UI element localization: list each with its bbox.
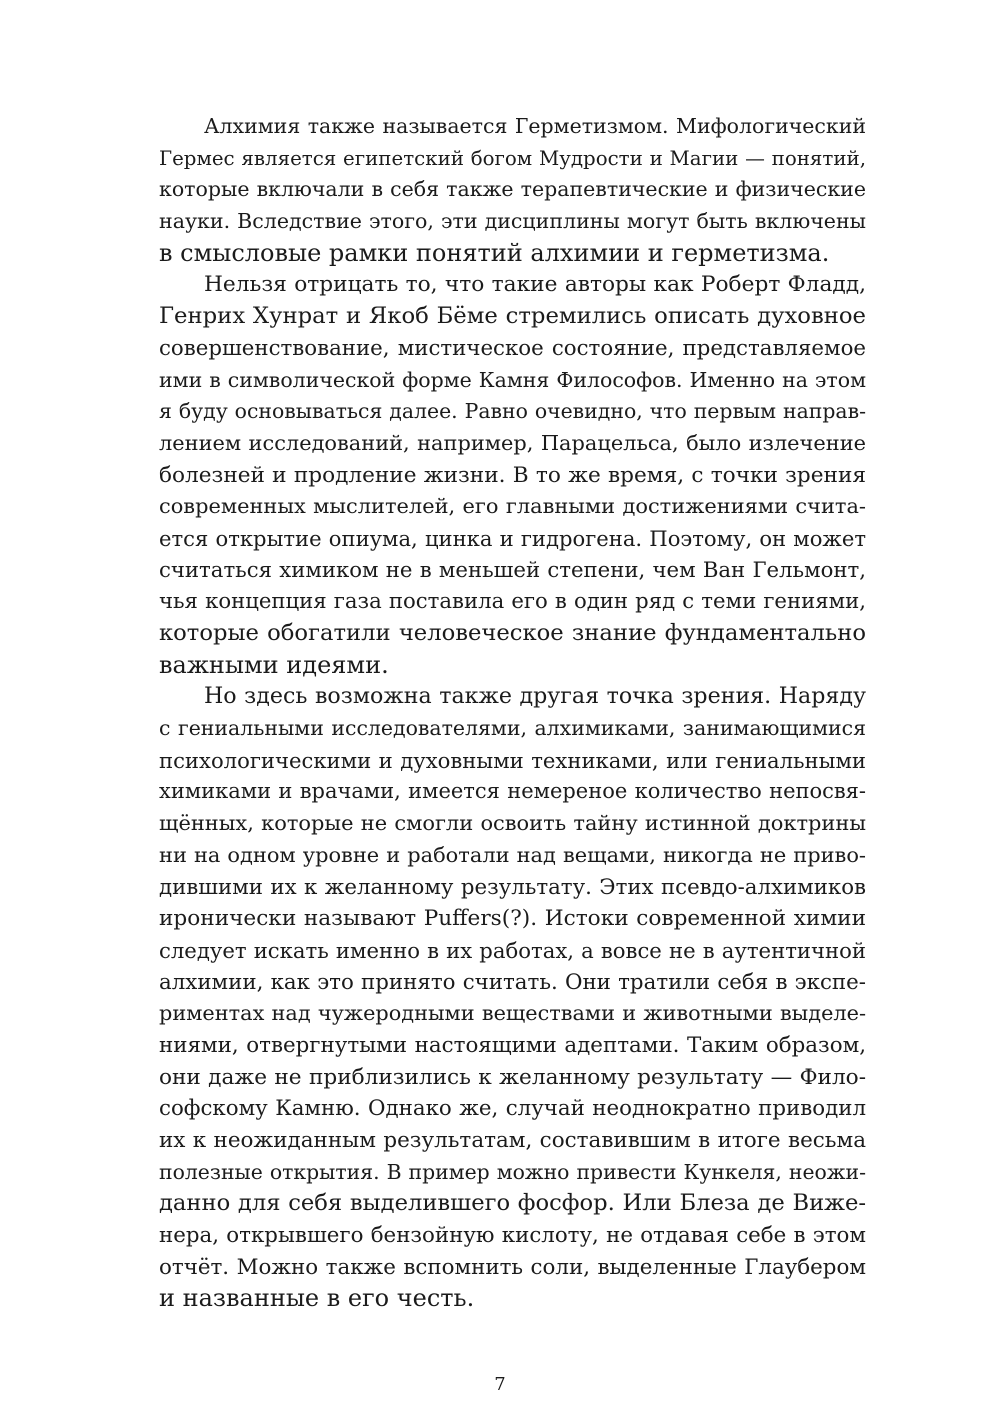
text-line: ими в символической форме Камня Философов. Именно на этом — [159, 367, 866, 392]
text-line: нера, открывшего бензойную кислоту, не отдавая себе в этом — [159, 1223, 866, 1249]
text-line: химиками и врачами, имеется немереное количество непосвя- — [159, 779, 866, 804]
text-line: я буду основываться далее. Равно очевидно, что первым направ- — [159, 399, 866, 424]
page-number: 7 — [494, 1374, 506, 1395]
text-line: современных мыслителей, его главными достижениями счита- — [159, 494, 866, 519]
text-line: болезней и продление жизни. В то же время, с точки зрения — [159, 462, 866, 488]
text-line: науки. Вследствие этого, эти дисциплины могут быть включены — [159, 209, 866, 234]
text-line: дившими их к желанному результату. Этих псевдо-алхимиков — [159, 874, 866, 900]
text-line: в смысловые рамки понятий алхимии и герметизма. — [159, 238, 830, 267]
text-line: чья концепция газа поставила его в один ряд с теми гениями, — [159, 589, 866, 615]
text-line: которые обогатили человеческое знание фундаментально — [159, 620, 866, 646]
text-line: считаться химиком не в меньшей степени, чем Ван Гельмонт, — [159, 557, 866, 583]
text-line: иронически называют Puffers(?). Истоки современной химии — [159, 906, 866, 932]
body-text — [159, 111, 866, 1315]
text-line: психологическими и духовными техниками, или гениальными — [159, 747, 866, 773]
text-line: ниями, отвергнутыми настоящими адептами. Таким образом, — [159, 1032, 866, 1058]
text-line: Но здесь возможна также другая точка зрения. Наряду — [204, 683, 866, 710]
text-line: Гермес является египетский богом Мудрости и Магии — понятий, — [159, 146, 866, 170]
text-line: совершенствование, мистическое состояние, представляемое — [159, 335, 866, 361]
text-line: риментах над чужеродными веществами и животными выделе- — [159, 1001, 866, 1026]
text-line: следует искать именно в их работах, а вовсе не в аутентичной — [159, 937, 866, 963]
text-line: щённых, которые не смогли освоить тайну истинной доктрины — [159, 811, 866, 836]
text-line: важными идеями. — [159, 650, 389, 679]
text-line: алхимии, как это принято считать. Они тратили себя в экспе- — [159, 969, 866, 995]
text-line: полезные открытия. В пример можно привести Кункеля, неожи- — [159, 1159, 866, 1184]
text-line: ется открытие опиума, цинка и гидрогена. Поэтому, он может — [159, 525, 866, 551]
text-line: которые включали в себя также терапевтические и физические — [159, 177, 866, 202]
text-line: Генрих Хунрат и Якоб Бёме стремились описать духовное — [159, 303, 866, 330]
text-line: с гениальными исследователями, алхимиками, занимающимися — [159, 716, 866, 741]
text-line: ни на одном уровне и работали над вещами, никогда не приво- — [159, 842, 866, 867]
text-line: и названные в его честь. — [159, 1284, 475, 1313]
text-line: отчёт. Можно также вспомнить соли, выделенные Глаубером — [159, 1254, 866, 1280]
text-line: Алхимия также называется Герметизмом. Мифологический — [204, 114, 866, 138]
text-line: их к неожиданным результатам, составившим в итоге весьма — [159, 1128, 866, 1153]
text-line: они даже не приблизились к желанному результату — Фило- — [159, 1064, 866, 1090]
text-line: лением исследований, например, Парацельса, было излечение — [159, 430, 866, 455]
text-line: Нельзя отрицать то, что такие авторы как Роберт Фладд, — [204, 272, 866, 298]
text-line: данно для себя выделившего фосфор. Или Блеза де Виже- — [159, 1190, 866, 1217]
text-line: софскому Камню. Однако же, случай неоднократно приводил — [159, 1096, 866, 1122]
